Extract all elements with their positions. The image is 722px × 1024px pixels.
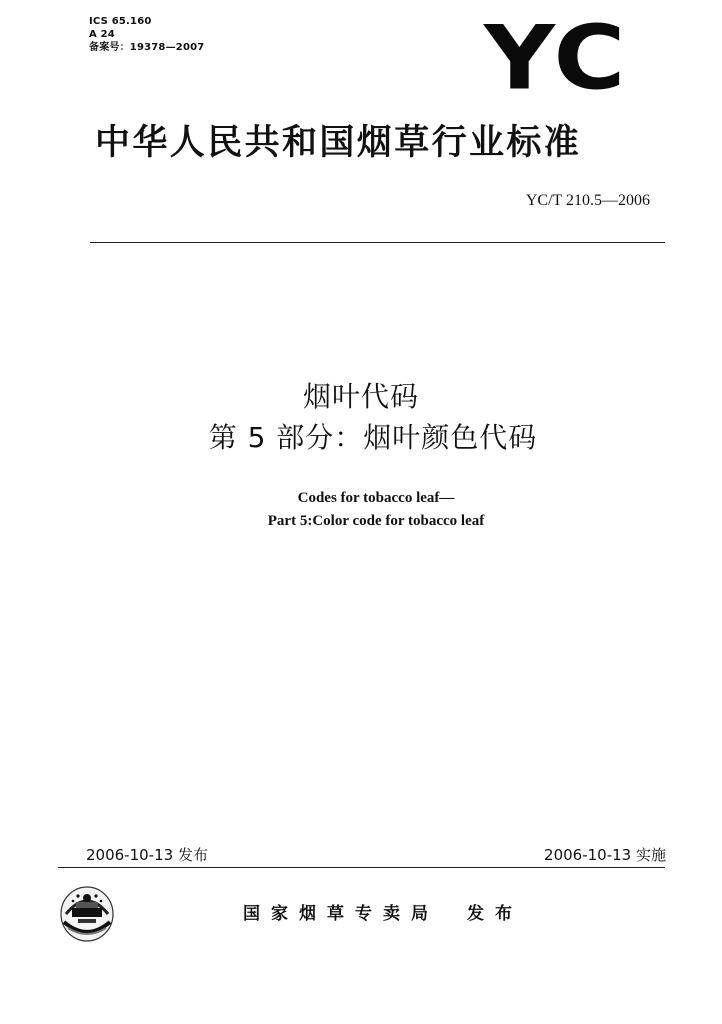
- yc-logo: YC: [484, 6, 628, 110]
- standard-title: 中华人民共和国烟草行业标准: [95, 123, 582, 163]
- classification-code: A 24: [89, 29, 115, 40]
- effective-date: 2006-10-13 实施: [544, 846, 666, 864]
- issued-label: 发布: [467, 904, 523, 924]
- issuing-authority: 国家烟草专卖局: [243, 904, 439, 924]
- footer-divider: [58, 867, 665, 868]
- document-title-cn: 烟叶代码: [302, 380, 419, 413]
- ics-code: ICS 65.160: [89, 16, 152, 27]
- national-emblem-icon: [58, 884, 116, 944]
- header-divider: [90, 242, 665, 243]
- document-title-en: Codes for tobacco leaf—: [297, 490, 455, 506]
- document-subtitle-en: Part 5:Color code for tobacco leaf: [267, 513, 485, 529]
- standard-code: YC/T 210.5—2006: [525, 192, 650, 209]
- record-number: 备案号：19378—2007: [89, 42, 205, 53]
- issue-date: 2006-10-13 发布: [86, 846, 208, 864]
- document-subtitle-cn: 第 5 部分：烟叶颜色代码: [208, 421, 538, 454]
